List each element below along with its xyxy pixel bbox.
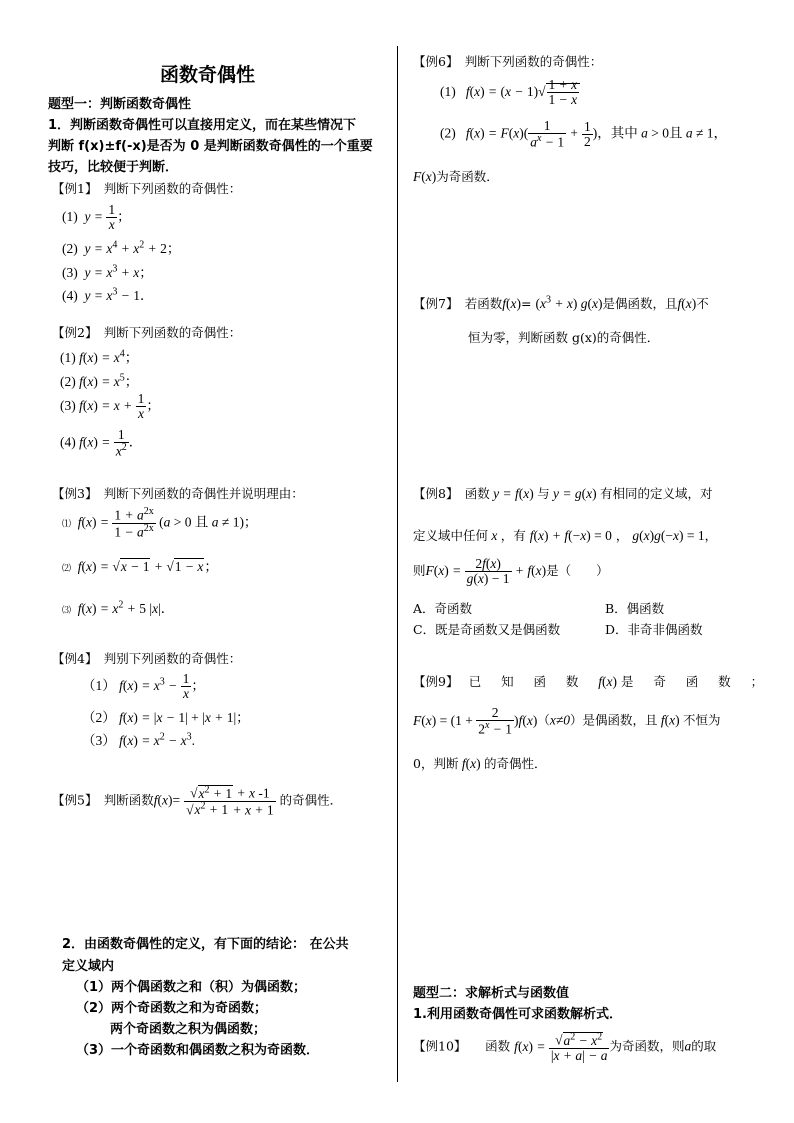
ex1-item3: (3) $y = x^3 + x$； [62, 263, 153, 280]
ex8-line3: 则F(x) = $\frac{2f(x)}{g(x) - 1}$ + f(x)是（ ） [413, 556, 609, 587]
con-2b: 两个奇函数之积为偶函数； [110, 1022, 267, 1037]
ex3-item2: ⑵ f(x) = √x − 1 + √1 − x； [62, 559, 218, 574]
ex2-item4: (4) f(x) = $\frac{1}{x^2}$ ． [60, 427, 143, 459]
ex9-label: 【例9】 已 知 函 数 f(x) 是 奇 函 数 ； [413, 674, 764, 689]
ex2-item2: (2) $f(x) = x^5$； [60, 372, 139, 389]
type2-heading: 题型二：求解析式与函数值 [413, 986, 570, 1001]
ex7-line2: 恒为零，判断函数 g(x)的奇偶性． [468, 330, 660, 345]
ex7-label: 【例7】 若函数$f(x)= (x^3 + x)$ g(x)是偶函数，且f(x)不 [413, 294, 709, 311]
ex6-item1: (1) f(x) = (x − 1)√ $\frac{1 + x}{1 - x}$ [440, 78, 580, 107]
ex3-item3: ⑶ $f(x) = x^2 + 5$ |x|． [62, 599, 175, 616]
page-title: 函数奇偶性 [160, 64, 256, 86]
ex1-item2: (2) $y = x^4 + x^2 + 2$； [62, 239, 181, 256]
tip1-line2: 判断 f(x)±f(-x)是否为 0 是判断函数奇偶性的一个重要 [48, 139, 373, 154]
ex8-option-a[interactable]: A．奇函数 [413, 601, 473, 616]
ex8-label: 【例8】 函数 y = f(x) 与 y = g(x) 有相同的定义域，对 [413, 486, 713, 501]
ex4-item1: （1） $f(x) = x^3$ − $\frac{1}{x}$ ； [82, 671, 205, 702]
ex2-label: 【例2】 判断下列函数的奇偶性： [52, 325, 242, 340]
con-2: （2）两个奇函数之和为奇函数； [76, 1001, 268, 1016]
ex4-item2: （2） f(x) = |x − 1| + |x + 1|； [82, 710, 250, 725]
ex4-label: 【例4】 判别下列函数的奇偶性： [52, 651, 242, 666]
ex1-label: 【例1】 判断下列函数的奇偶性： [52, 181, 242, 196]
ex2-item3: (3) f(x) = x + $\frac{1}{x}$ ； [60, 391, 160, 422]
con-1: （1）两个偶函数之和（积）为偶函数； [76, 980, 307, 995]
ex5-label: 【例5】 判断函数f(x)= $\frac{√x^2 + 1 + x -1}{√x^2 + 1 + x + 1}$ 的奇偶性． [52, 784, 343, 818]
ex1-item4: (4) $y = x^3 - 1$． [62, 286, 154, 303]
tip1-line3: 技巧，比较便于判断． [48, 160, 179, 175]
ex6-label: 【例6】 判断下列函数的奇偶性： [413, 54, 603, 69]
ex4-item3: （3） $f(x) = x^2 - x^3$. [82, 731, 195, 748]
tip1-line1: 1．判断函数奇偶性可以直接用定义，而在某些情况下 [48, 118, 357, 133]
ex3-label: 【例3】 判断下列函数的奇偶性并说明理由： [52, 486, 304, 501]
con-line2: 定义域内 [62, 959, 115, 974]
type1-heading: 题型一：判断函数奇偶性 [48, 97, 192, 112]
ex8-line2: 定义域中任何 x ，有 f(x) + f(−x) = 0 ， g(x)g(−x) = 1， [413, 528, 718, 543]
ex9-line2: F(x) = (1 + $\frac{2}{2^x - 1}$ )f(x)（x≠0）是偶函数，且 f(x) 不恒为 [413, 705, 721, 737]
ex9-line3: 0，判断 f(x) 的奇偶性． [413, 756, 547, 771]
ex8-option-d[interactable]: D．非奇非偶函数 [605, 622, 703, 637]
ex3-item1: ⑴ f(x) = $\frac{1 + a^{2x}}{1 - a^{2x}}$ (a > 0 且 a ≠ 1)； [62, 506, 258, 540]
ex1-item1: (1) y = $\frac{1}{x}$ ； [62, 202, 131, 233]
ex8-option-c[interactable]: C．既是奇函数又是偶函数 [413, 622, 561, 637]
type2-sub: 1.利用函数奇偶性可求函数解析式． [413, 1007, 622, 1022]
con-3: （3）一个奇函数和偶函数之积为奇函数． [76, 1043, 320, 1058]
column-divider [397, 46, 398, 1082]
ex8-option-b[interactable]: B．偶函数 [605, 601, 665, 616]
ex6-item2: (2) f(x) = F(x)( $\frac{1}{a^x - 1}$ + $\frac{1}{2}$ )，其中 a > 0且 a ≠ 1， [440, 118, 727, 150]
ex6-after: F(x)为奇函数． [413, 169, 499, 184]
ex2-item1: (1) $f(x) = x^4$； [60, 348, 139, 365]
ex10-label: 【例10】 函数 f(x) = $\frac{√a^2 - x^2}{|x + a| - a}$ 为奇函数，则a的取 [413, 1031, 717, 1063]
con-line1: 2．由函数奇偶性的定义，有下面的结论： 在公共 [62, 937, 349, 952]
